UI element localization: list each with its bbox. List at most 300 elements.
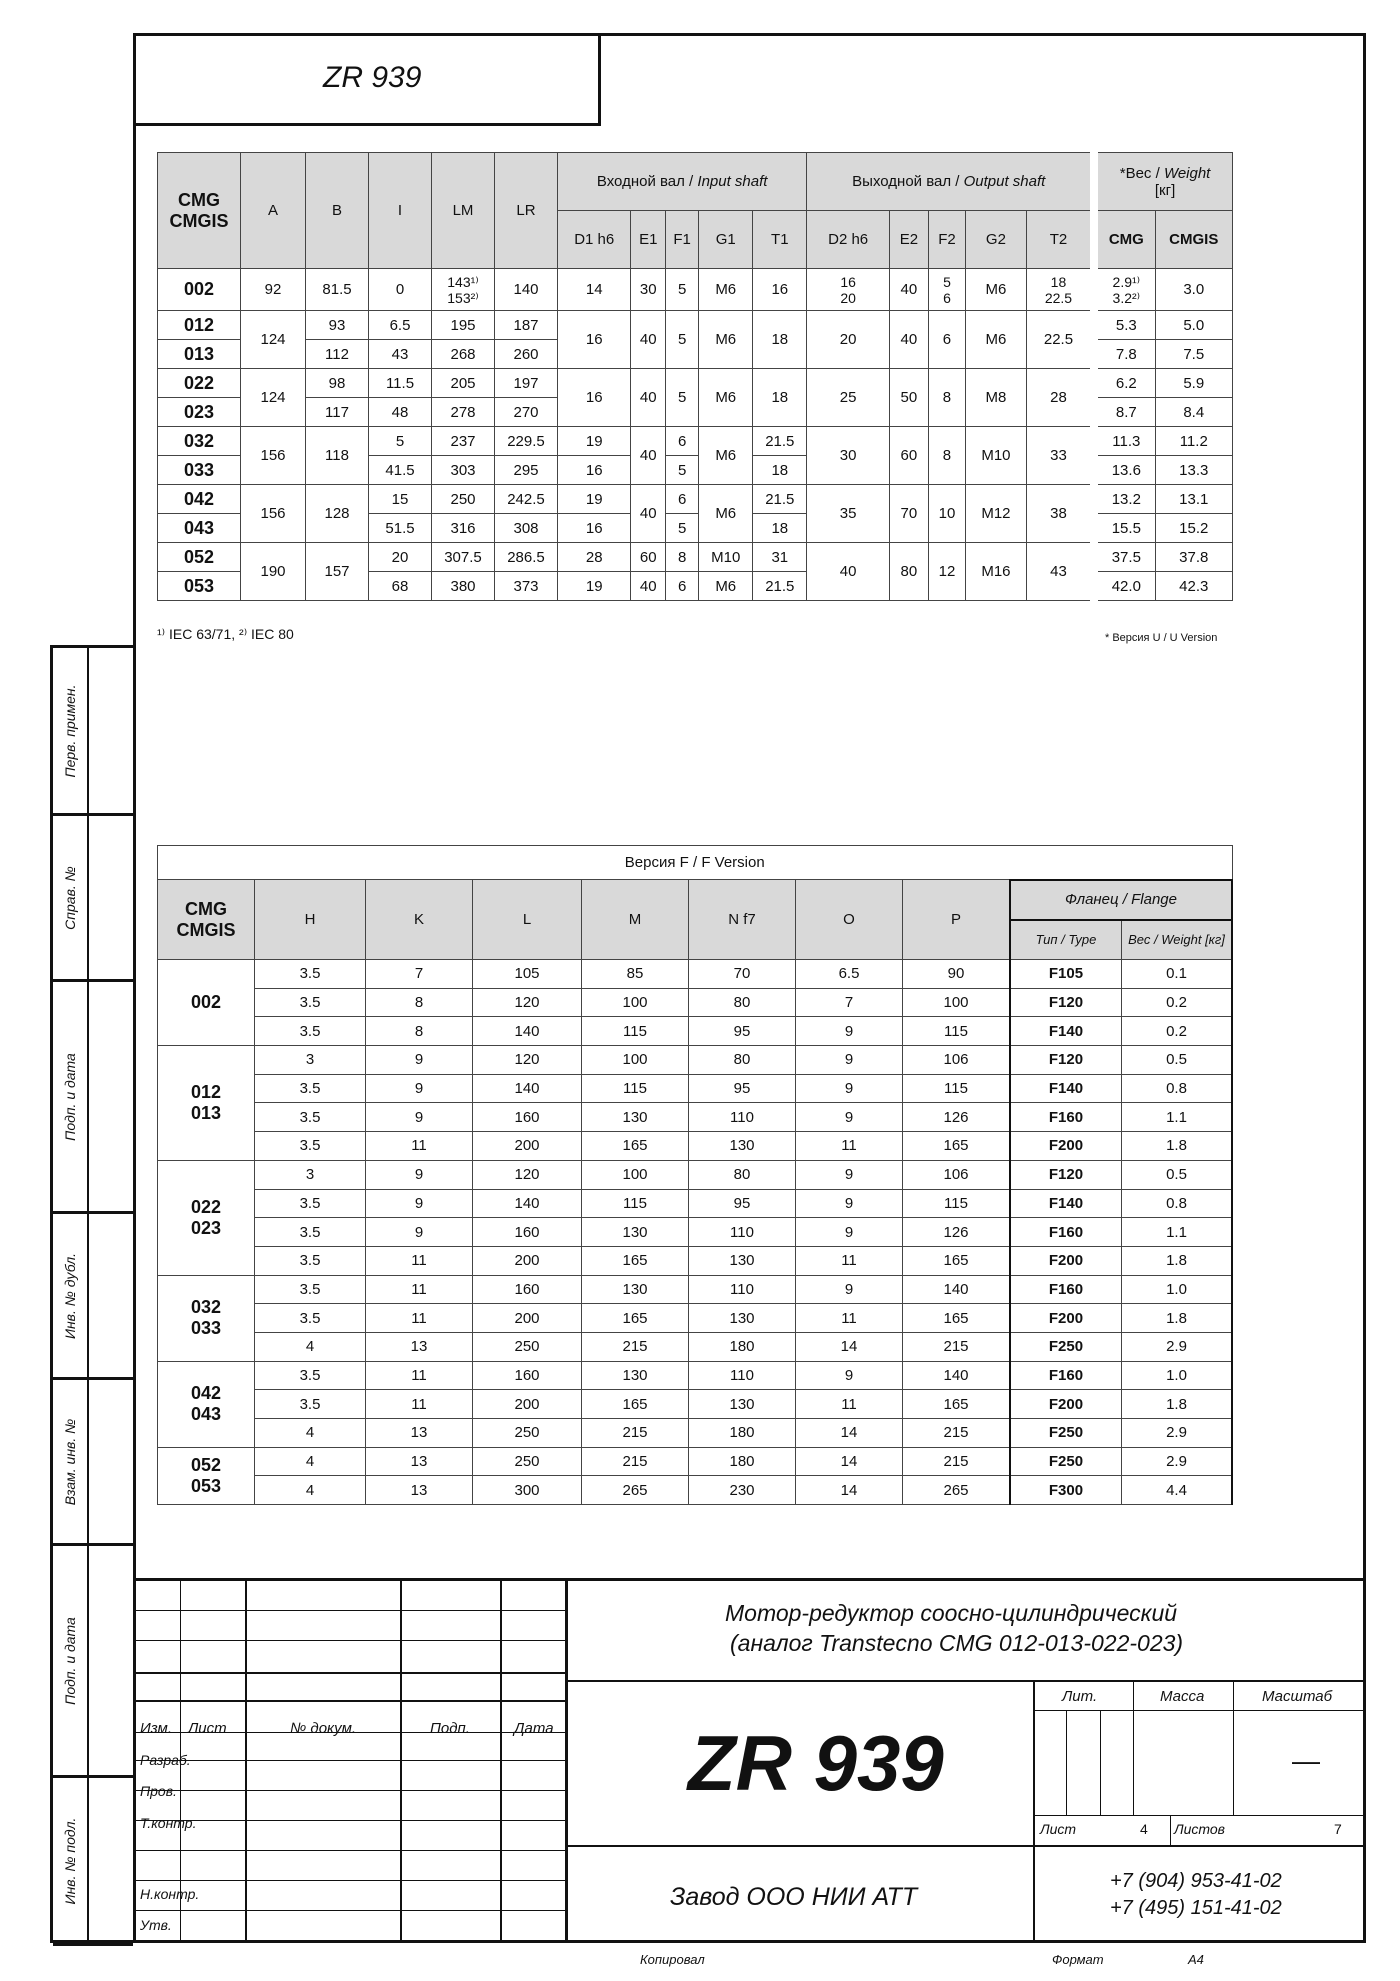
value-cell: 250 [473,1332,582,1361]
value-cell: 3.5 [255,1390,366,1419]
table-row [158,1017,1233,1046]
row-razrab: Разраб. [140,1752,191,1768]
value-cell: 8 [666,543,699,572]
value-cell: 190 [241,543,306,601]
value-cell: 130 [689,1132,796,1161]
value-cell: 250 [473,1419,582,1448]
dimensions-table [157,152,1233,601]
model-cell: 042 [158,485,241,514]
value-cell: 140 [903,1275,1011,1304]
value-cell: 6 [666,572,699,601]
value-cell: 165 [582,1132,689,1161]
value-cell: 115 [903,1017,1011,1046]
col-doc: № докум. [290,1720,357,1737]
flange-weight-cell: 4.4 [1122,1476,1233,1505]
value-cell: 5.0 [1155,311,1232,340]
value-cell: 19 [558,427,631,456]
value-cell: 278 [432,398,495,427]
flange-weight-cell: 0.2 [1122,988,1233,1017]
value-cell: 165 [582,1390,689,1419]
value-cell: 19 [558,485,631,514]
value-cell: 10 [928,485,965,543]
value-cell: 237 [432,427,495,456]
value-cell: 215 [903,1447,1011,1476]
table-row [158,1189,1233,1218]
value-cell: 373 [495,572,558,601]
value-cell: 50 [889,369,928,427]
value-cell: 9 [796,1275,903,1304]
value-cell: 11 [366,1390,473,1419]
value-cell: 4 [255,1447,366,1476]
value-cell: 9 [366,1189,473,1218]
col-lm: LM [432,153,495,269]
value-cell: 19 [558,572,631,601]
value-cell: 120 [473,1160,582,1189]
flange-type-cell: F300 [1010,1476,1122,1505]
table-row [158,1361,1233,1390]
value-cell: M6 [699,269,753,311]
listov-label: Листов [1174,1821,1225,1837]
value-cell: 41.5 [369,456,432,485]
value-cell: 265 [582,1476,689,1505]
value-cell: 13.1 [1155,485,1232,514]
value-cell: 130 [582,1103,689,1132]
value-cell: M6 [699,311,753,369]
value-cell: 160 [473,1361,582,1390]
flange-weight-cell: 1.1 [1122,1218,1233,1247]
value-cell: 197 [495,369,558,398]
col-lr: LR [495,153,558,269]
value-cell: 11 [796,1246,903,1275]
value-cell: 3.5 [255,988,366,1017]
flange-type-cell: F160 [1010,1361,1122,1390]
value-cell: 6 [666,485,699,514]
value-cell: 9 [796,1160,903,1189]
value-cell: 43 [369,340,432,369]
model-cell: 012 013 [158,1046,255,1161]
value-cell: 110 [689,1103,796,1132]
value-cell: 117 [306,398,369,427]
model-cell: 002 [158,269,241,311]
value-cell: 286.5 [495,543,558,572]
value-cell: 156 [241,485,306,543]
col-a: A [241,153,306,269]
table-row [158,1390,1233,1419]
value-cell: 9 [796,1361,903,1390]
top-code: ZR 939 [323,61,422,94]
value-cell: 40 [807,543,890,601]
col-list: Лист [188,1720,227,1737]
flange-type-cell: F200 [1010,1246,1122,1275]
table-row [158,1218,1233,1247]
value-cell: 11.2 [1155,427,1232,456]
value-cell: 156 [241,427,306,485]
value-cell: 110 [689,1361,796,1390]
value-cell: 40 [631,572,666,601]
value-cell: 21.5 [753,572,807,601]
value-cell: 270 [495,398,558,427]
flange-table [157,845,1233,1505]
flange-type-cell: F120 [1010,1160,1122,1189]
value-cell: 115 [582,1074,689,1103]
value-cell: 11 [796,1390,903,1419]
company-name: Завод ООО НИИ АТТ [670,1883,918,1911]
value-cell: 105 [473,960,582,989]
table-row [158,1103,1233,1132]
flange-type-cell: F160 [1010,1218,1122,1247]
value-cell: 140 [473,1017,582,1046]
value-cell: 40 [631,369,666,427]
flange-weight-cell: 1.8 [1122,1132,1233,1161]
table-row [158,1160,1233,1189]
value-cell: 9 [796,1218,903,1247]
value-cell: 165 [903,1246,1011,1275]
value-cell: 16 [558,311,631,369]
value-cell: 13 [366,1332,473,1361]
value-cell: 3.5 [255,1246,366,1275]
value-cell: 9 [796,1046,903,1075]
value-cell: 195 [432,311,495,340]
flange-type-cell: F200 [1010,1390,1122,1419]
value-cell: 295 [495,456,558,485]
value-cell: 95 [689,1074,796,1103]
table-row [158,311,1233,340]
value-cell: M6 [966,269,1027,311]
value-cell: 126 [903,1218,1011,1247]
rule-line [1233,1680,1234,1815]
model-cell: 002 [158,960,255,1046]
value-cell: 9 [796,1103,903,1132]
value-cell: 307.5 [432,543,495,572]
value-cell: 40 [631,427,666,485]
value-cell: 16 [558,514,631,543]
value-cell: 81.5 [306,269,369,311]
phone-2: +7 (495) 151-41-02 [1110,1897,1282,1919]
input-shaft-header: Входной вал / Input shaft [558,153,807,211]
col-output-4: T2 [1026,211,1094,269]
side-cell [53,1778,133,1946]
value-cell: 130 [582,1361,689,1390]
value-cell: 115 [582,1189,689,1218]
value-cell: 7.5 [1155,340,1232,369]
value-cell: 5 [666,311,699,369]
value-cell: 35 [807,485,890,543]
value-cell: 51.5 [369,514,432,543]
table-row [158,1419,1233,1448]
value-cell: 11.3 [1094,427,1155,456]
value-cell: 90 [903,960,1011,989]
top-code-box [133,33,601,126]
rule-line [1066,1710,1067,1815]
flange-weight-cell: 1.0 [1122,1275,1233,1304]
col-i: I [369,153,432,269]
value-cell: M6 [699,427,753,485]
value-cell: 16 [558,369,631,427]
rule-line [133,1700,565,1702]
col-input-2: F1 [666,211,699,269]
value-cell: 37.5 [1094,543,1155,572]
col-model: CMG CMGIS [158,153,241,269]
value-cell: 130 [582,1218,689,1247]
table-row [158,485,1233,514]
value-cell: 30 [631,269,666,311]
side-label: Инв. № дубл. [62,1252,78,1339]
version-f-title: Версия F / F Version [158,846,1233,880]
value-cell: 40 [631,311,666,369]
value-cell: M10 [966,427,1027,485]
flange-weight-cell: 2.9 [1122,1332,1233,1361]
rule-line [1133,1680,1134,1815]
value-cell: 16 [753,269,807,311]
value-cell: 6.2 [1094,369,1155,398]
value-cell: 20 [807,311,890,369]
side-cell [53,816,133,982]
table-row [158,1246,1233,1275]
flange-type-cell: F120 [1010,1046,1122,1075]
listov-value: 7 [1334,1821,1342,1837]
value-cell: 229.5 [495,427,558,456]
rule-line [133,1910,565,1911]
value-cell: 95 [689,1017,796,1046]
side-label: Взам. инв. № [62,1418,78,1505]
model-cell: 053 [158,572,241,601]
footnote: ¹⁾ IEC 63/71, ²⁾ IEC 80 [157,626,294,642]
value-cell: 140 [903,1361,1011,1390]
value-cell: 9 [366,1218,473,1247]
flange-type-cell: F105 [1010,960,1122,989]
side-label: Подп. и дата [62,1052,78,1141]
value-cell: 215 [903,1332,1011,1361]
masshtab-label: Масштаб [1262,1688,1333,1705]
col-n: N f7 [689,880,796,960]
value-cell: 8 [928,427,965,485]
rule-line [133,1578,1366,1581]
value-cell: 5 [666,369,699,427]
kopiroval: Копировал [640,1952,705,1967]
flange-weight-cell: 1.0 [1122,1361,1233,1390]
value-cell: 200 [473,1246,582,1275]
value-cell: 11 [366,1304,473,1333]
value-cell: 115 [903,1189,1011,1218]
rule-line [133,1760,565,1761]
value-cell: 110 [689,1218,796,1247]
flange-type-cell: F200 [1010,1304,1122,1333]
value-cell: 380 [432,572,495,601]
flange-weight-cell: 2.9 [1122,1419,1233,1448]
value-cell: 215 [582,1332,689,1361]
rule-line [133,1640,565,1641]
row-prov: Пров. [140,1783,177,1799]
value-cell: 130 [689,1390,796,1419]
value-cell: 7 [366,960,473,989]
model-cell: 012 [158,311,241,340]
value-cell: 2.9¹⁾ 3.2²⁾ [1094,269,1155,311]
value-cell: 14 [558,269,631,311]
row-utv: Утв. [140,1917,172,1933]
table-row [158,960,1233,989]
value-cell: 25 [807,369,890,427]
value-cell: 20 [369,543,432,572]
value-cell: 7 [796,988,903,1017]
value-cell: 100 [903,988,1011,1017]
value-cell: 157 [306,543,369,601]
value-cell: 0 [369,269,432,311]
flange-weight-cell: 0.5 [1122,1160,1233,1189]
value-cell: 42.3 [1155,572,1232,601]
row-nkontr: Н.контр. [140,1886,200,1902]
value-cell: 100 [582,1160,689,1189]
value-cell: 3.5 [255,1218,366,1247]
value-cell: 200 [473,1304,582,1333]
table-row [158,1447,1233,1476]
value-cell: 8 [928,369,965,427]
value-cell: 14 [796,1476,903,1505]
value-cell: 268 [432,340,495,369]
value-cell: 115 [582,1017,689,1046]
col-h: H [255,880,366,960]
value-cell: 160 [473,1275,582,1304]
value-cell: 13.2 [1094,485,1155,514]
value-cell: 11 [366,1275,473,1304]
value-cell: 3 [255,1046,366,1075]
col-input-0: D1 h6 [558,211,631,269]
value-cell: 215 [582,1419,689,1448]
model-cell: 032 033 [158,1275,255,1361]
col-data: Дата [514,1720,554,1737]
value-cell: 3 [255,1160,366,1189]
table-row [158,1275,1233,1304]
col-output-0: D2 h6 [807,211,890,269]
value-cell: 5.9 [1155,369,1232,398]
row-tkontr: Т.контр. [140,1815,197,1831]
value-cell: 21.5 [753,427,807,456]
value-cell: 11.5 [369,369,432,398]
col-model: CMG CMGIS [158,880,255,960]
table-row [158,1046,1233,1075]
value-cell: 93 [306,311,369,340]
model-cell: 023 [158,398,241,427]
value-cell: 124 [241,369,306,427]
value-cell: 242.5 [495,485,558,514]
value-cell: 165 [903,1132,1011,1161]
value-cell: 16 [558,456,631,485]
format-label: Формат [1052,1952,1104,1967]
side-cell [53,1214,133,1380]
side-label: Справ. № [62,865,78,930]
value-cell: 15.5 [1094,514,1155,543]
value-cell: 106 [903,1046,1011,1075]
value-cell: 9 [366,1074,473,1103]
value-cell: M6 [699,369,753,427]
value-cell: 4 [255,1419,366,1448]
value-cell: 9 [366,1046,473,1075]
value-cell: 6.5 [796,960,903,989]
value-cell: 48 [369,398,432,427]
value-cell: 130 [689,1246,796,1275]
flange-type-cell: F200 [1010,1132,1122,1161]
flange-type-cell: F250 [1010,1332,1122,1361]
value-cell: 100 [582,988,689,1017]
col-weight: Вес / Weight [кг] [1122,920,1233,960]
value-cell: 70 [689,960,796,989]
value-cell: 250 [432,485,495,514]
value-cell: 18 [753,369,807,427]
flange-weight-cell: 1.8 [1122,1246,1233,1275]
value-cell: 21.5 [753,485,807,514]
list-value: 4 [1140,1821,1148,1837]
phone-1: +7 (904) 953-41-02 [1110,1870,1282,1892]
value-cell: 200 [473,1390,582,1419]
value-cell: 180 [689,1332,796,1361]
value-cell: 13 [366,1476,473,1505]
rule-line [133,1790,565,1791]
value-cell: 3.5 [255,960,366,989]
value-cell: 7.8 [1094,340,1155,369]
value-cell: 187 [495,311,558,340]
value-cell: 215 [903,1419,1011,1448]
value-cell: 3.5 [255,1304,366,1333]
value-cell: 8.4 [1155,398,1232,427]
flange-weight-cell: 0.8 [1122,1189,1233,1218]
output-shaft-header: Выходной вал / Output shaft [807,153,1094,211]
value-cell: 4 [255,1476,366,1505]
model-cell: 052 053 [158,1447,255,1504]
value-cell: 28 [558,543,631,572]
value-cell: 95 [689,1189,796,1218]
col-o: O [796,880,903,960]
col-type: Тип / Type [1010,920,1122,960]
value-cell: 106 [903,1160,1011,1189]
col-k: K [366,880,473,960]
value-cell: 13 [366,1447,473,1476]
value-cell: 13.6 [1094,456,1155,485]
value-cell: 6.5 [369,311,432,340]
side-strip [50,645,133,1943]
value-cell: 303 [432,456,495,485]
flange-weight-cell: 1.8 [1122,1390,1233,1419]
value-cell: 215 [582,1447,689,1476]
flange-type-cell: F250 [1010,1419,1122,1448]
scale-value: — [1292,1745,1320,1776]
table-row [158,1132,1233,1161]
rule-line [1033,1815,1366,1816]
value-cell: 300 [473,1476,582,1505]
model-cell: 052 [158,543,241,572]
flange-type-cell: F120 [1010,988,1122,1017]
value-cell: 165 [903,1390,1011,1419]
value-cell: 68 [369,572,432,601]
value-cell: 18 [753,456,807,485]
value-cell: 43 [1026,543,1094,601]
flange-type-cell: F140 [1010,1017,1122,1046]
rule-line [565,1680,1366,1682]
value-cell: 5 6 [928,269,965,311]
value-cell: 126 [903,1103,1011,1132]
value-cell: 14 [796,1447,903,1476]
value-cell: 230 [689,1476,796,1505]
lit-label: Лит. [1062,1688,1098,1705]
value-cell: M6 [699,485,753,543]
value-cell: 124 [241,311,306,369]
rule-line [133,1880,565,1881]
value-cell: 140 [473,1189,582,1218]
value-cell: 5.3 [1094,311,1155,340]
description-line-1: Мотор-редуктор соосно-цилиндрический [725,1600,1178,1626]
value-cell: 14 [796,1419,903,1448]
value-cell: 3.5 [255,1275,366,1304]
value-cell: 16 20 [807,269,890,311]
col-input-4: T1 [753,211,807,269]
